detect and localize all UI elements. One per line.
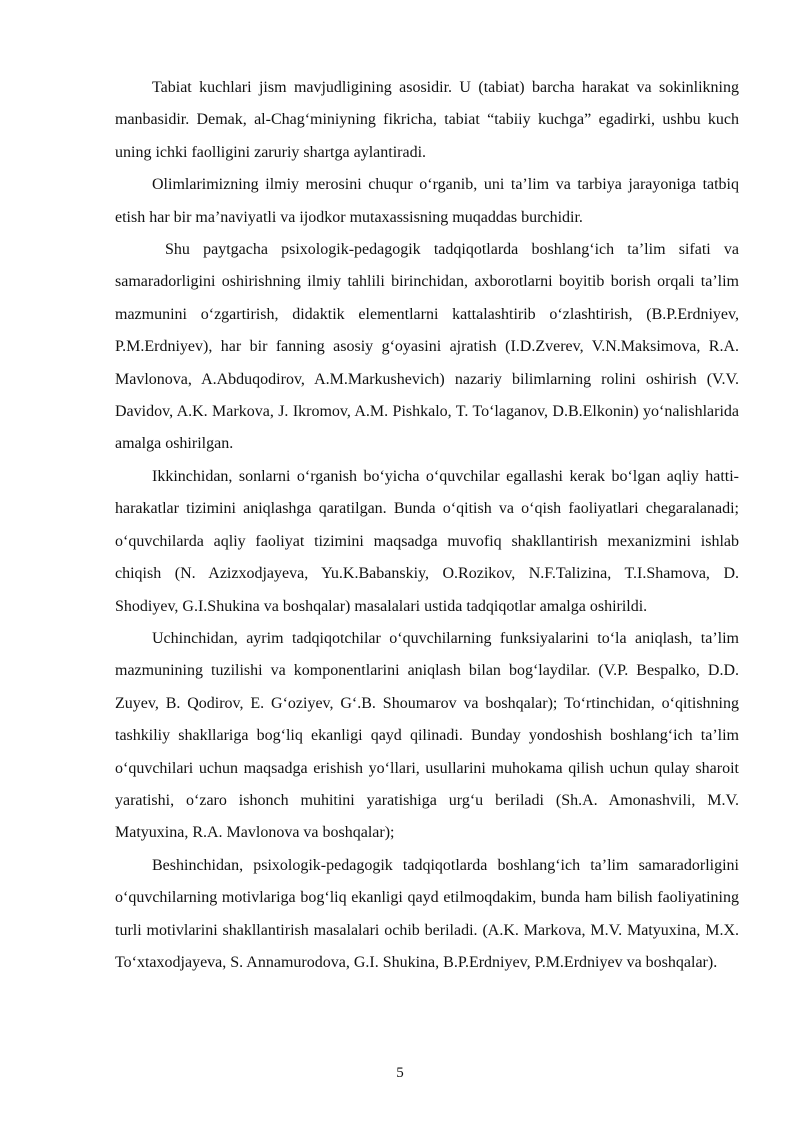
paragraph-first-direction: Shu paytgacha psixologik-pedagogik tadqiqotlarda boshlang‘ich ta’lim sifati va samaradorligini oshirishning ilmiy tahlili birinchidan, axborotlarni boyitib borish orqali ta’lim mazmunini o‘zgartirish, didaktik elementlarni kattalashtirib o‘zlashtirish, (B.P.Erdniyev, P.M.Erdniyev), har bir fanning asosiy g‘oyasini ajratish (I.D.Zverev, V.N.Maksimova, R.A. Mavlonova, A.Abduqodirov, A.M.Markushevich) nazariy bilimlarning rolini oshirish (V.V. Davidov, A.K. Markova, J. Ikromov, A.M. Pishkalo, T. To‘laganov, D.B.Elkonin) yo‘nalishlarida amalga oshirilgan. — [115, 241, 739, 453]
page-number: 5 — [396, 1065, 404, 1081]
document-body — [115, 72, 739, 979]
paragraph-nature-forces: Tabiat kuchlari jism mavjudligining asosidir. U (tabiat) barcha harakat va sokinlikning manbasidir. Demak, al-Chag‘miniyning fikricha, tabiat “tabiiy kuchga” egadirki, ushbu kuch uning ichki faolligini zaruriy shartga aylantiradi. — [115, 79, 739, 161]
paragraph-fifth-direction: Beshinchidan, psixologik-pedagogik tadqiqotlarda boshlang‘ich ta’lim samaradorligini o‘quvchilarning motivlariga bog‘liq ekanligi qayd etilmoqdakim, bunda ham bilish faoliyatining turli motivlarini shakllantirish masalalari ochib beriladi. (A.K. Markova, M.V. Matyuxina, M.X. To‘xtaxodjayeva, S. Annamurodova, G.I. Shukina, B.P.Erdniyev, P.M.Erdniyev va boshqalar). — [115, 856, 739, 971]
paragraph-third-fourth-direction: Uchinchidan, ayrim tadqiqotchilar o‘quvchilarning funksiyalarini to‘la aniqlash, ta’lim mazmunining tuzilishi va komponentlarini aniqlash bilan bog‘laydilar. (V.P. Bespalko, D.D. Zuyev, B. Qodirov, E. G‘oziyev, G‘.B. Shoumarov va boshqalar); To‘rtinchidan, o‘qitishning tashkiliy shakllariga bog‘liq ekanligi qayd qilinadi. Bunday yondoshish boshlang‘ich ta’lim o‘quvchilari uchun maqsadga erishish yo‘llari, usullarini muhokama qilish uchun qulay sharoit yaratishi, o‘zaro ishonch muhitini yaratishiga urg‘u beriladi (Sh.A. Amonashvili, M.V. Matyuxina, R.A. Mavlonova va boshqalar); — [115, 629, 739, 842]
paragraph-second-direction: Ikkinchidan, sonlarni o‘rganish bo‘yicha o‘quvchilar egallashi kerak bo‘lgan aqliy hatti-harakatlar tizimini aniqlashga qaratilgan. Bunda o‘qitish va o‘qish faoliyatlari chegaralanadi; o‘quvchilarda aqliy faoliyat tizimini maqsadga muvofiq shakllantirish mexanizmini ishlab chiqish (N. Azizxodjayeva, Yu.K.Babanskiy, O.Rozikov, N.F.Talizina, T.I.Shamova, D. Shodiyev, G.I.Shukina va boshqalar) masalalari ustida tadqiqotlar amalga oshirildi. — [115, 467, 739, 615]
paragraph-scholars-heritage: Olimlarimizning ilmiy merosini chuqur o‘rganib, uni ta’lim va tarbiya jarayoniga tatbiq etish har bir ma’naviyatli va ijodkor mutaxassisning muqaddas burchidir. — [115, 176, 739, 226]
